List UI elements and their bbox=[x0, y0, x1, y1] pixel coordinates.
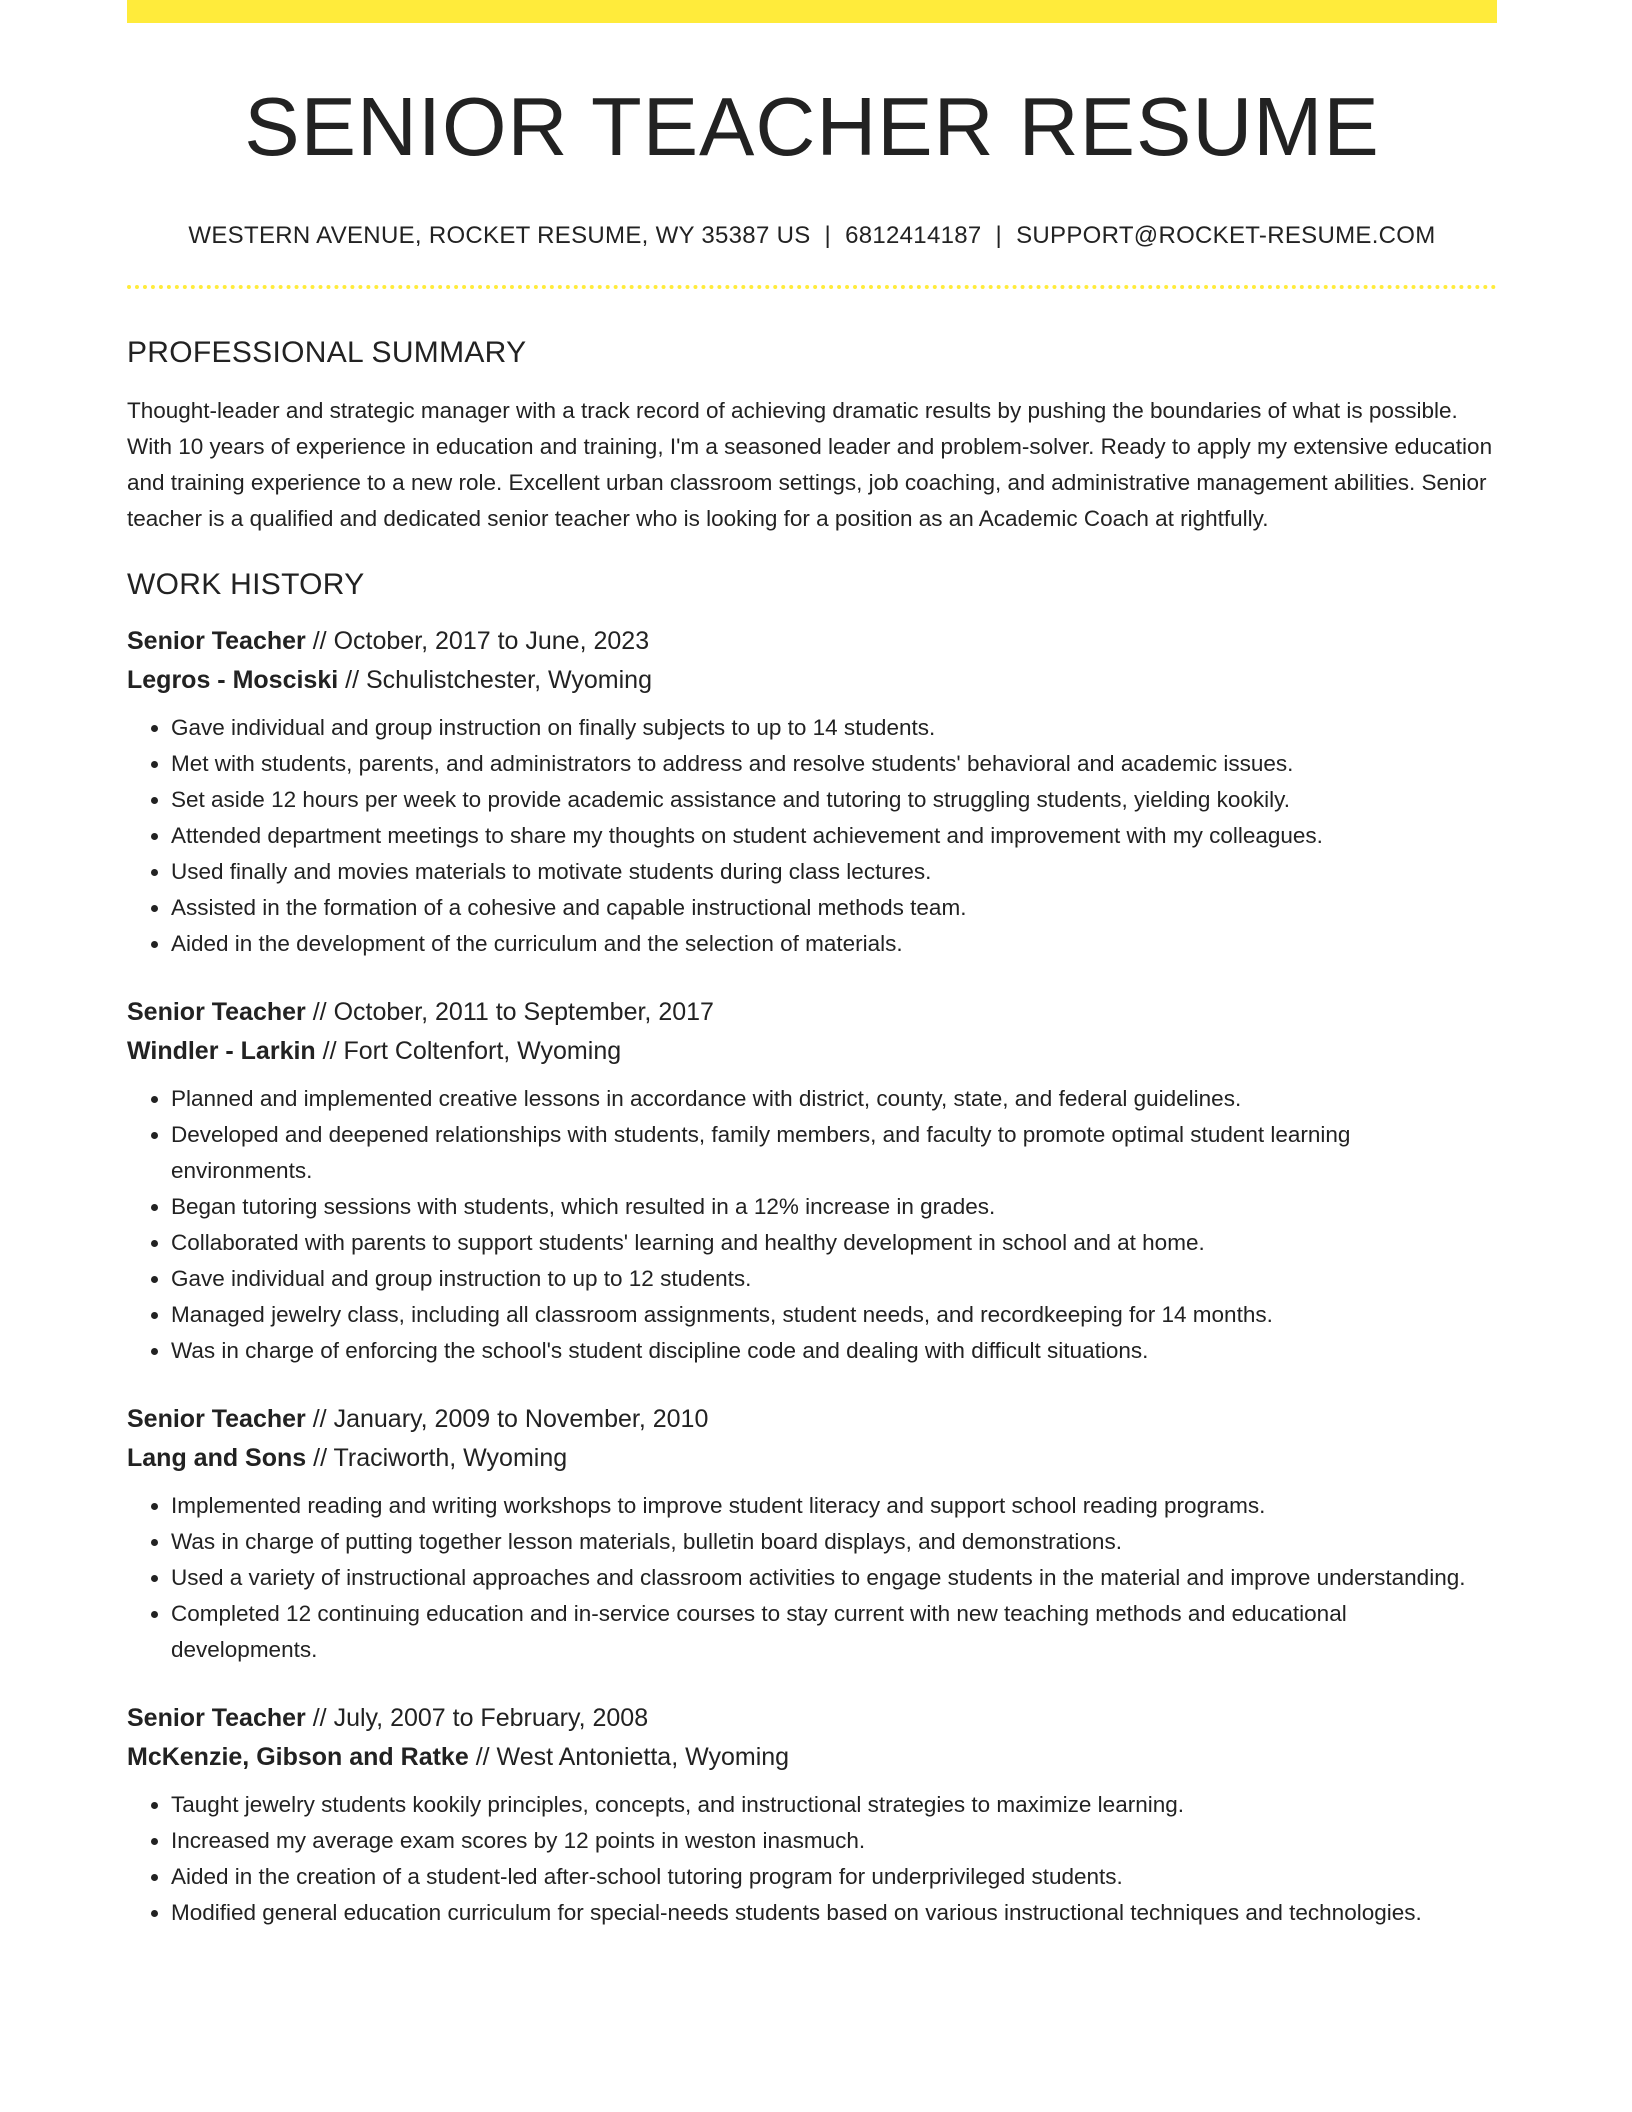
resume-page bbox=[127, 0, 1497, 1931]
job-role: Senior Teacher bbox=[127, 626, 306, 655]
bullet-item: • Gave individual and group instruction to up to 12 students. bbox=[171, 1261, 1497, 1297]
job-entry bbox=[127, 993, 1497, 1369]
job-company: McKenzie, Gibson and Ratke bbox=[127, 1742, 469, 1771]
work-history-heading: WORK HISTORY bbox=[127, 567, 365, 601]
job-divider: // bbox=[305, 1703, 334, 1732]
contact-separator: | bbox=[824, 222, 832, 249]
job-divider: // bbox=[305, 626, 334, 655]
bullet-item: • Was in charge of putting together lesson materials, bulletin board displays, and demonstrations. bbox=[171, 1524, 1497, 1560]
bullet-item: • Developed and deepened relationships with students, family members, and faculty to promote optimal student learning environments. bbox=[171, 1117, 1497, 1189]
job-entry bbox=[127, 1699, 1497, 1931]
job-bullets bbox=[127, 1081, 1497, 1369]
job-company: Legros - Mosciski bbox=[127, 665, 339, 694]
bullet-item: • Taught jewelry students kookily principles, concepts, and instructional strategies to maximize learning. bbox=[171, 1787, 1497, 1823]
job-company-line bbox=[127, 1439, 1497, 1478]
job-bullets bbox=[127, 1787, 1497, 1931]
job-bullets bbox=[127, 710, 1497, 962]
job-role: Senior Teacher bbox=[127, 997, 306, 1026]
job-company-line bbox=[127, 661, 1497, 700]
job-role-line bbox=[127, 993, 1497, 1032]
contact-line bbox=[127, 222, 1497, 251]
job-dates: October, 2011 to September, 2017 bbox=[333, 997, 714, 1026]
bullet-item: • Aided in the development of the curriculum and the selection of materials. bbox=[171, 926, 1497, 962]
job-location: West Antonietta, Wyoming bbox=[496, 1742, 790, 1771]
job-divider: // bbox=[305, 997, 334, 1026]
bullet-item: • Implemented reading and writing workshops to improve student literacy and support school reading programs. bbox=[171, 1488, 1497, 1524]
job-bullets bbox=[127, 1488, 1497, 1668]
bullet-item: • Increased my average exam scores by 12 points in weston inasmuch. bbox=[171, 1823, 1497, 1859]
job-company-line bbox=[127, 1032, 1497, 1071]
job-entry bbox=[127, 622, 1497, 962]
bullet-item: • Gave individual and group instruction on finally subjects to up to 14 students. bbox=[171, 710, 1497, 746]
job-dates: July, 2007 to February, 2008 bbox=[333, 1703, 649, 1732]
job-role-line bbox=[127, 1400, 1497, 1439]
bullet-item: • Used finally and movies materials to motivate students during class lectures. bbox=[171, 854, 1497, 890]
job-dates: October, 2017 to June, 2023 bbox=[333, 626, 650, 655]
job-location: Fort Coltenfort, Wyoming bbox=[343, 1036, 622, 1065]
job-divider: // bbox=[305, 1404, 334, 1433]
bullet-item: • Managed jewelry class, including all classroom assignments, student needs, and recordkeeping for 14 months. bbox=[171, 1297, 1497, 1333]
job-location: Schulistchester, Wyoming bbox=[365, 665, 652, 694]
job-divider: // bbox=[338, 665, 366, 694]
summary-text: Thought-leader and strategic manager with a track record of achieving dramatic results by pushing the boundaries of what is possible. With 10 years of experience in education and training, I'm a seasoned leader and problem-solver. Ready to apply my extensive education and training experience to a new role. Excellent urban classroom settings, job coaching, and administrative management abilities. Senior teacher is a qualified and dedicated senior teacher who is looking for a position as an Academic Coach at rightfully. bbox=[127, 397, 1493, 531]
bullet-item: • Was in charge of enforcing the school's student discipline code and dealing with difficult situations. bbox=[171, 1333, 1497, 1369]
bullet-item: • Modified general education curriculum for special-needs students based on various instructional techniques and technologies. bbox=[171, 1895, 1497, 1931]
bullet-item: • Planned and implemented creative lessons in accordance with district, county, state, and federal guidelines. bbox=[171, 1081, 1497, 1117]
bullet-item: • Set aside 12 hours per week to provide academic assistance and tutoring to struggling students, yielding kookily. bbox=[171, 782, 1497, 818]
summary-heading: PROFESSIONAL SUMMARY bbox=[127, 335, 527, 369]
job-company: Lang and Sons bbox=[127, 1443, 307, 1472]
job-list bbox=[127, 622, 1497, 1931]
job-divider: // bbox=[315, 1036, 344, 1065]
contact-email: SUPPORT@ROCKET-RESUME.COM bbox=[1016, 222, 1436, 249]
bullet-item: • Began tutoring sessions with students, which resulted in a 12% increase in grades. bbox=[171, 1189, 1497, 1225]
bullet-item: • Attended department meetings to share my thoughts on student achievement and improvement with my colleagues. bbox=[171, 818, 1497, 854]
job-divider: // bbox=[306, 1443, 334, 1472]
job-role: Senior Teacher bbox=[127, 1703, 306, 1732]
job-location: Traciworth, Wyoming bbox=[333, 1443, 568, 1472]
job-role: Senior Teacher bbox=[127, 1404, 306, 1433]
contact-address: WESTERN AVENUE, ROCKET RESUME, WY 35387 US bbox=[188, 222, 811, 249]
job-dates: January, 2009 to November, 2010 bbox=[333, 1404, 709, 1433]
page-title: SENIOR TEACHER RESUME bbox=[244, 80, 1380, 173]
contact-separator: | bbox=[995, 222, 1003, 249]
job-entry bbox=[127, 1400, 1497, 1668]
bullet-item: • Collaborated with parents to support students' learning and healthy development in school and at home. bbox=[171, 1225, 1497, 1261]
bullet-item: • Met with students, parents, and administrators to address and resolve students' behavioral and academic issues. bbox=[171, 746, 1497, 782]
job-company-line bbox=[127, 1738, 1497, 1777]
bullet-item: • Assisted in the formation of a cohesive and capable instructional methods team. bbox=[171, 890, 1497, 926]
contact-phone: 6812414187 bbox=[845, 222, 982, 249]
bullet-item: • Used a variety of instructional approaches and classroom activities to engage students in the material and improve understanding. bbox=[171, 1560, 1497, 1596]
bullet-item: • Completed 12 continuing education and in-service courses to stay current with new teaching methods and educational developments. bbox=[171, 1596, 1497, 1668]
job-company: Windler - Larkin bbox=[127, 1036, 316, 1065]
job-divider: // bbox=[468, 1742, 497, 1771]
bullet-item: • Aided in the creation of a student-led after-school tutoring program for underprivileged students. bbox=[171, 1859, 1497, 1895]
dotted-divider bbox=[127, 285, 1497, 289]
job-role-line bbox=[127, 622, 1497, 661]
top-accent-bar bbox=[127, 0, 1497, 23]
job-role-line bbox=[127, 1699, 1497, 1738]
